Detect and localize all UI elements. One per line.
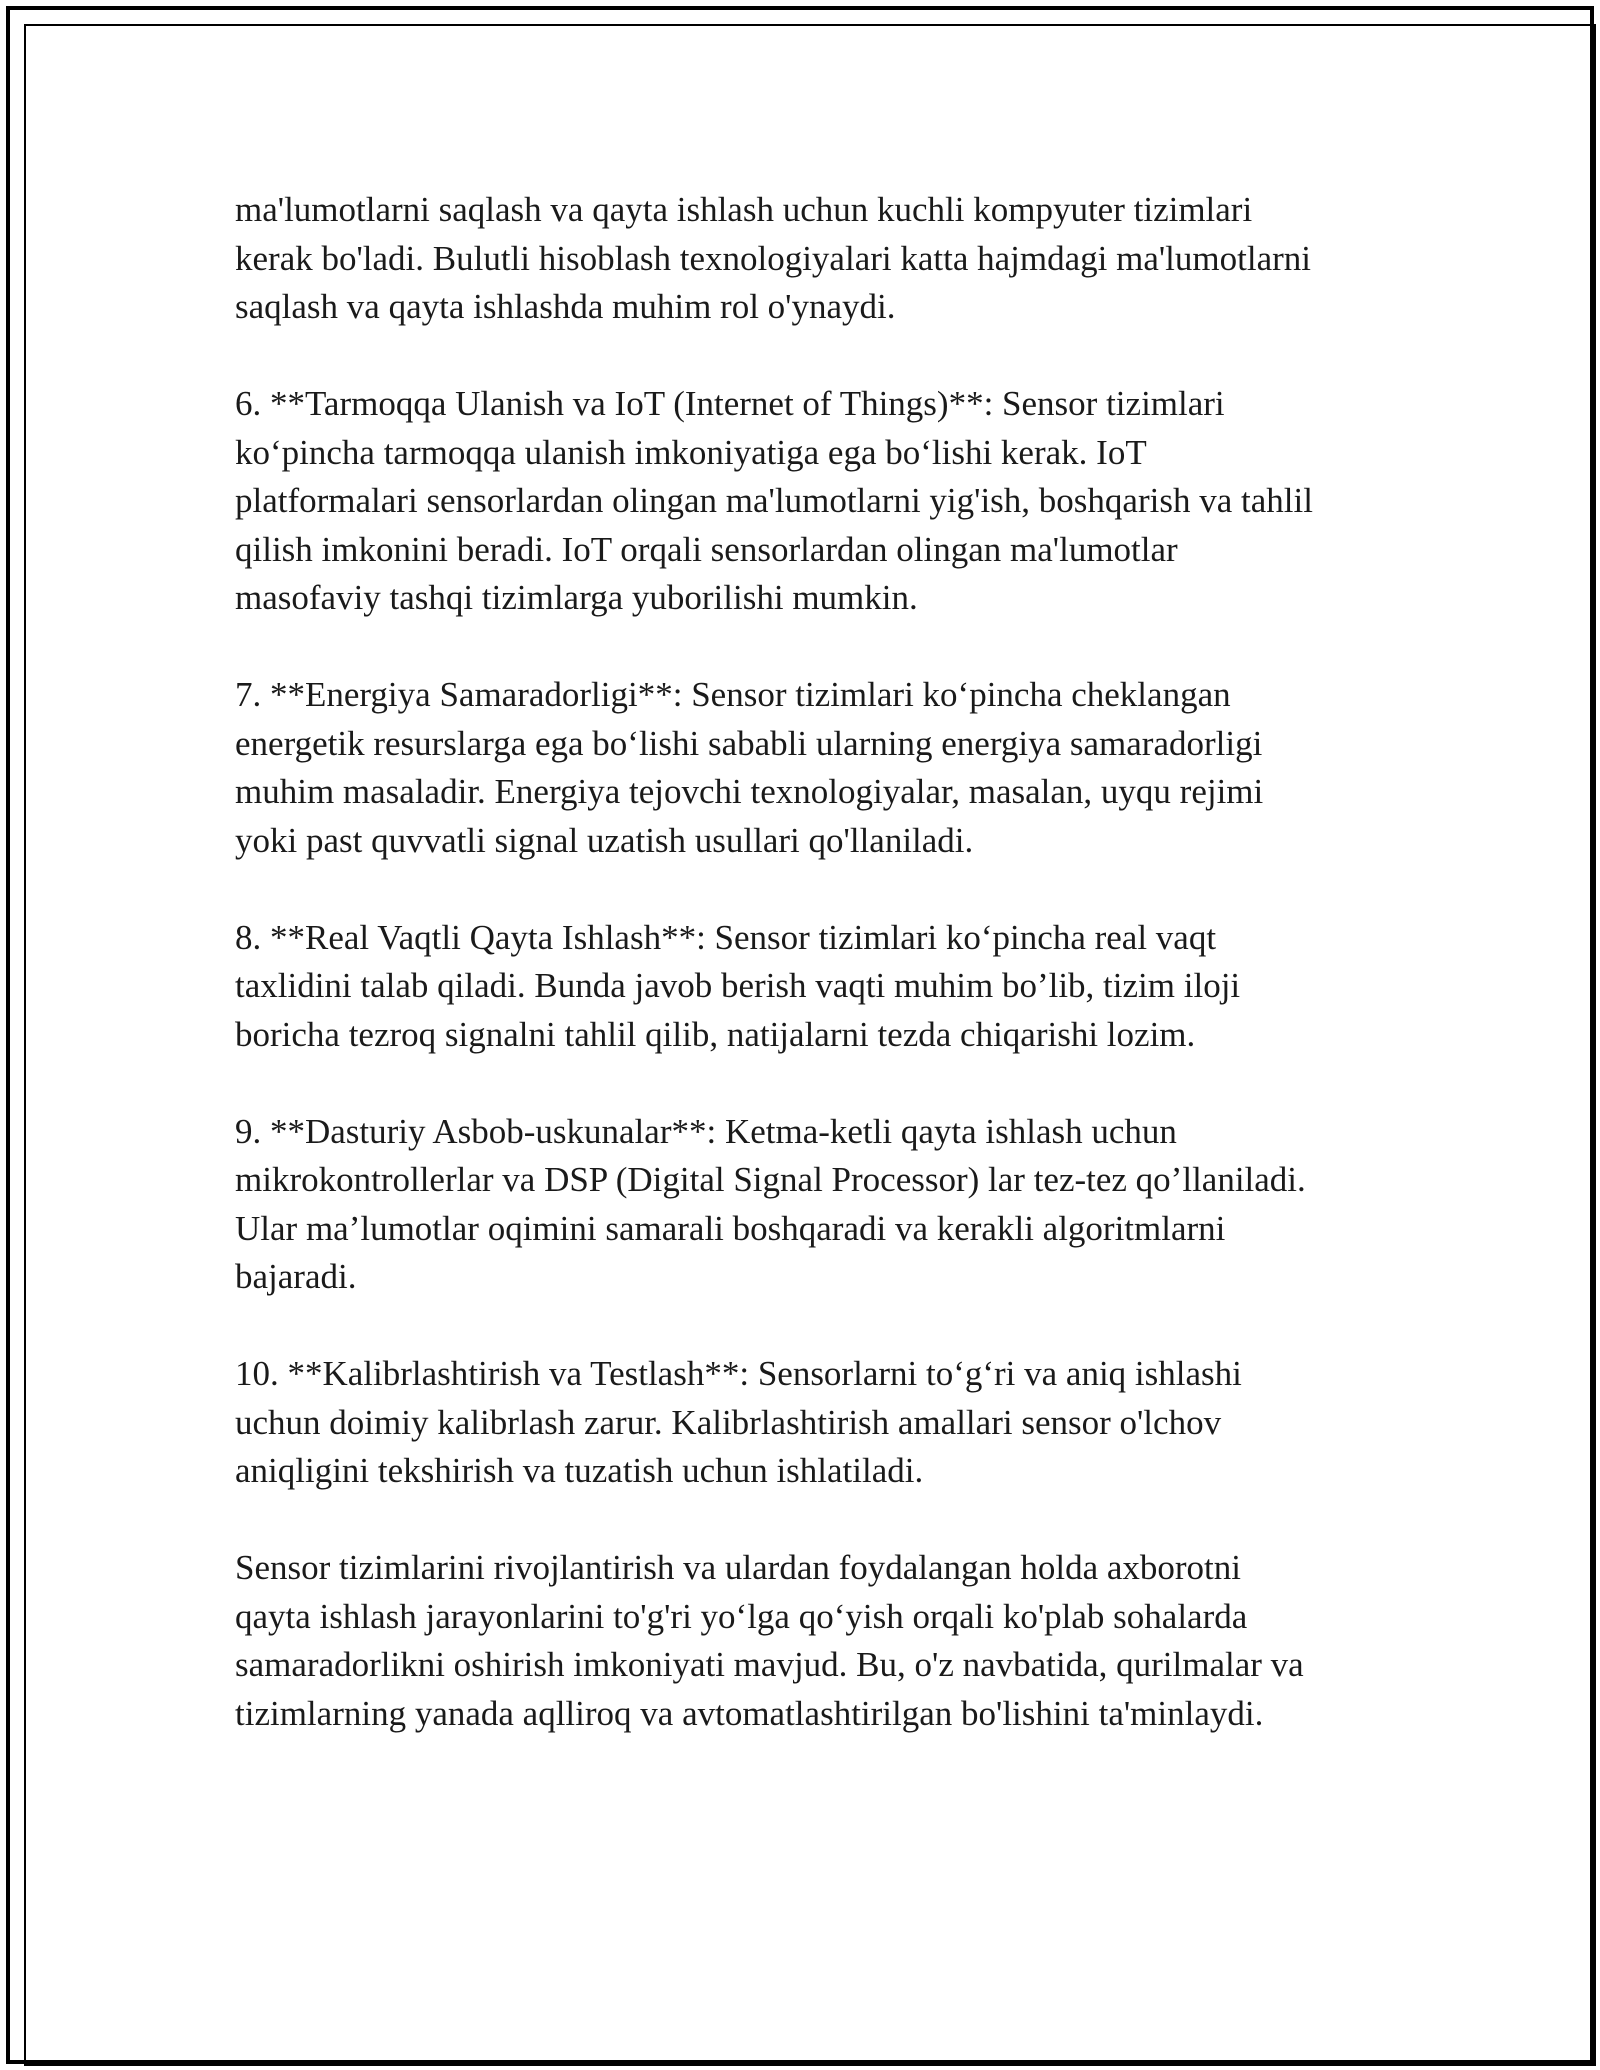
paragraph-item-6: 6. **Tarmoqqa Ulanish va IoT (Internet of Things)**: Sensor tizimlari ko‘pincha tarmoqqa ulanish imkoniyatiga ega bo‘lishi kerak. IoT platformalari sensorlardan olingan ma'lumotlarni yig'ish, boshqarish va tahlil qilish imkonini beradi. IoT orqali sensorlardan olingan ma'lumotlar masofaviy tashqi tizimlarga yuborilishi mumkin.: [235, 384, 1313, 617]
paragraph-item-8: 8. **Real Vaqtli Qayta Ishlash**: Sensor tizimlari ko‘pincha real vaqt taxlidini talab qiladi. Bunda javob berish vaqti muhim bo’lib, tizim iloji boricha tezroq signalni tahlil qilib, natijalarni tezda chiqarishi lozim.: [235, 917, 1241, 1054]
paragraph-conclusion: Sensor tizimlarini rivojlantirish va ulardan foydalangan holda axborotni qayta ishlash jarayonlarini to'g'ri yo‘lga qo‘yish orqali ko'plab sohalarda samaradorlikni oshirish imkoniyati mavjud. Bu, o'z navbatida, qurilmalar va tizimlarning yanada aqlliroq va avtomatlashtirilgan bo'lishini ta'minlaydi.: [235, 1548, 1304, 1733]
paragraph-item-10: 10. **Kalibrlashtirish va Testlash**: Sensorlarni to‘g‘ri va aniq ishlashi uchun doimiy kalibrlash zarur. Kalibrlashtirish amallari sensor o'lchov aniqligini tekshirish va tuzatish uchun ishlatiladi.: [235, 1354, 1242, 1490]
paragraph-item-9: 9. **Dasturiy Asbob-uskunalar**: Ketma-ketli qayta ishlash uchun mikrokontrollerlar va DSP (Digital Signal Processor) lar tez-tez qo’llaniladi. Ular ma’lumotlar oqimini samarali boshqaradi va kerakli algoritmlarni bajaradi.: [235, 1111, 1306, 1296]
paragraph-continuation: ma'lumotlarni saqlash va qayta ishlash uchun kuchli kompyuter tizimlari kerak bo'ladi. Bulutli hisoblash texnologiyalari katta hajmdagi ma'lumotlarni saqlash va qayta ishlashda muhim rol o'ynaydi.: [235, 190, 1311, 326]
paragraph-item-7: 7. **Energiya Samaradorligi**: Sensor tizimlari ko‘pincha cheklangan energetik resurslarga ega bo‘lishi sababli ularning energiya samaradorligi muhim masaladir. Energiya tejovchi texnologiyalar, masalan, uyqu rejimi yoki past quvvatli signal uzatish usullari qo'llaniladi.: [235, 675, 1264, 860]
document-body: [235, 186, 1395, 1738]
